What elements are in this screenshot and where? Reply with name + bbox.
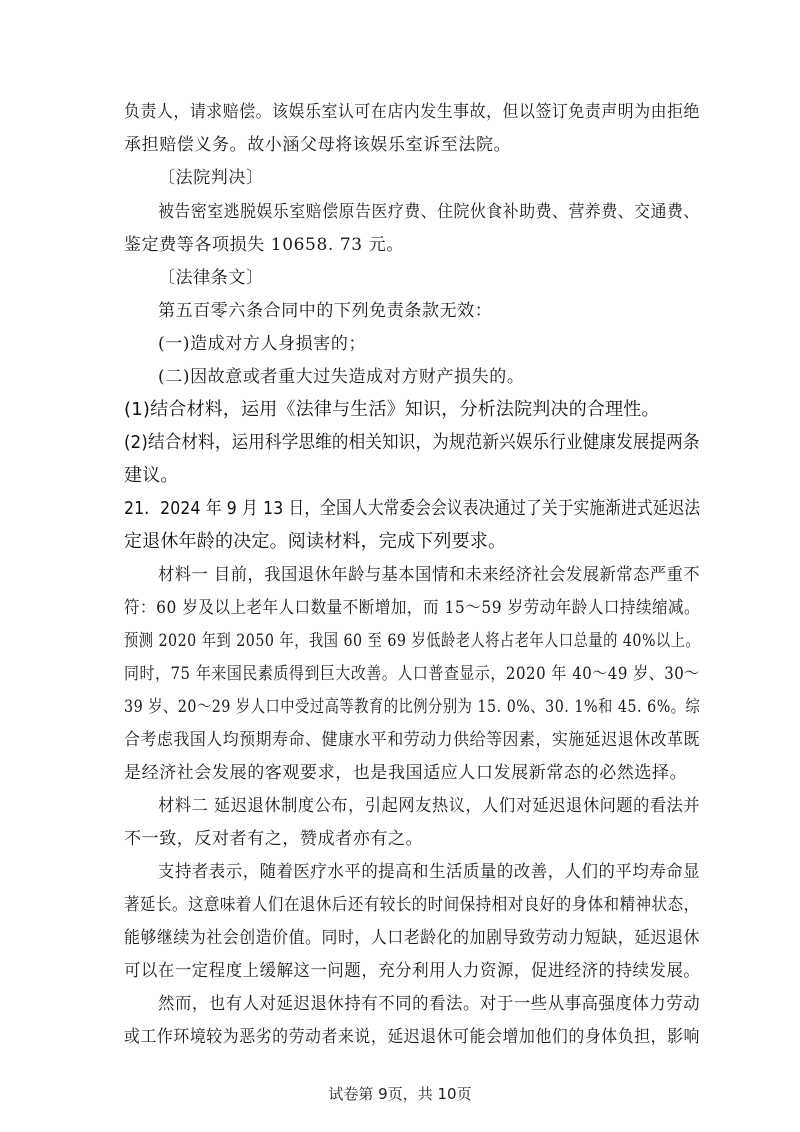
question-20-part-2: (2)结合材料，运用科学思维的相关知识，为规范新兴娱乐行业健康发展提两条 bbox=[124, 432, 700, 453]
question-21-stem: 21．2024 年 9 月 13 日，全国人大常委会会议表决通过了关于实施渐进式延迟法 bbox=[124, 498, 701, 519]
question-20-part-2-cont: 建议。 bbox=[124, 465, 179, 486]
page-number-footer: 试卷第 9页，共 10页 bbox=[328, 1085, 472, 1103]
law-article-text: 第五百零六条合同中的下列免责条款无效： bbox=[158, 301, 493, 321]
law-article-item: (一)造成对方人身损害的； bbox=[158, 334, 367, 354]
question-21-stem-cont: 定退休年龄的决定。阅读材料，完成下列要求。 bbox=[124, 531, 507, 552]
material-1-line: 合考虑我国人均预期寿命、健康水平和劳动力供给等因素，实施延迟退休改革既 bbox=[124, 730, 701, 750]
material-2-line: 不一致，反对者有之，赞成者亦有之。 bbox=[124, 829, 424, 849]
supporters-paragraph-line: 著延长。这意味着人们在退休后还有较长的时间保持相对良好的身体和精神状态， bbox=[124, 895, 700, 915]
supporters-paragraph-line: 可以在一定程度上缓解这一问题，充分利用人力资源，促进经济的持续发展。 bbox=[124, 961, 701, 981]
material-2-line: 材料二 延迟退休制度公布，引起网友热议，人们对延迟退休问题的看法并 bbox=[158, 796, 701, 816]
material-1-line: 符：60 岁及以上老年人口数量不断增加，而 15～59 岁劳动年龄人口持续缩减。 bbox=[124, 598, 701, 618]
material-1-line: 同时，75 年来国民素质得到巨大改善。人口普查显示，2020 年 40～49 岁、30～ bbox=[124, 664, 700, 684]
law-article-item: (二)因故意或者重大过失造成对方财产损失的。 bbox=[158, 367, 525, 387]
court-judgment-heading: 〔法院判决〕 bbox=[158, 168, 264, 188]
verdict-text-line: 鉴定费等各项损失 10658. 73 元。 bbox=[124, 235, 404, 255]
question-20-part-1: (1)结合材料，运用《法律与生活》知识，分析法院判决的合理性。 bbox=[124, 399, 660, 420]
opponents-paragraph-line: 或工作环境较为恶劣的劳动者来说，延迟退休可能会增加他们的身体负担，影响 bbox=[124, 1027, 701, 1047]
material-1-line: 是经济社会发展的客观要求，也是我国适应人口发展新常态的必然选择。 bbox=[124, 763, 688, 783]
supporters-paragraph-line: 能够继续为社会创造价值。同时，人口老龄化的加剧导致劳动力短缺，延迟退休 bbox=[124, 928, 701, 948]
verdict-text-line: 被告密室逃脱娱乐室赔偿原告医疗费、住院伙食补助费、营养费、交通费、 bbox=[158, 202, 700, 222]
material-1-line: 材料一 目前，我国退休年龄与基本国情和未来经济社会发展新常态严重不 bbox=[158, 565, 701, 585]
material-1-line: 39 岁、20～29 岁人口中受过高等教育的比例分别为 15. 0%、30. 1%和 45. 6%。综 bbox=[124, 697, 701, 717]
supporters-paragraph-line: 支持者表示，随着医疗水平的提高和生活质量的改善，人们的平均寿命显 bbox=[158, 862, 701, 882]
opponents-paragraph-line: 然而，也有人对延迟退休持有不同的看法。对于一些从事高强度体力劳动 bbox=[158, 994, 701, 1014]
case-text-line: 承担赔偿义务。故小涵父母将该娱乐室诉至法院。 bbox=[124, 135, 512, 155]
case-text-line: 负责人，请求赔偿。该娱乐室认可在店内发生事故，但以签订免责声明为由拒绝 bbox=[124, 102, 701, 122]
material-1-line: 预测 2020 年到 2050 年，我国 60 至 69 岁低龄老人将占老年人口总量的 40%以上。 bbox=[124, 631, 701, 651]
law-article-heading: 〔法律条文〕 bbox=[158, 268, 264, 288]
